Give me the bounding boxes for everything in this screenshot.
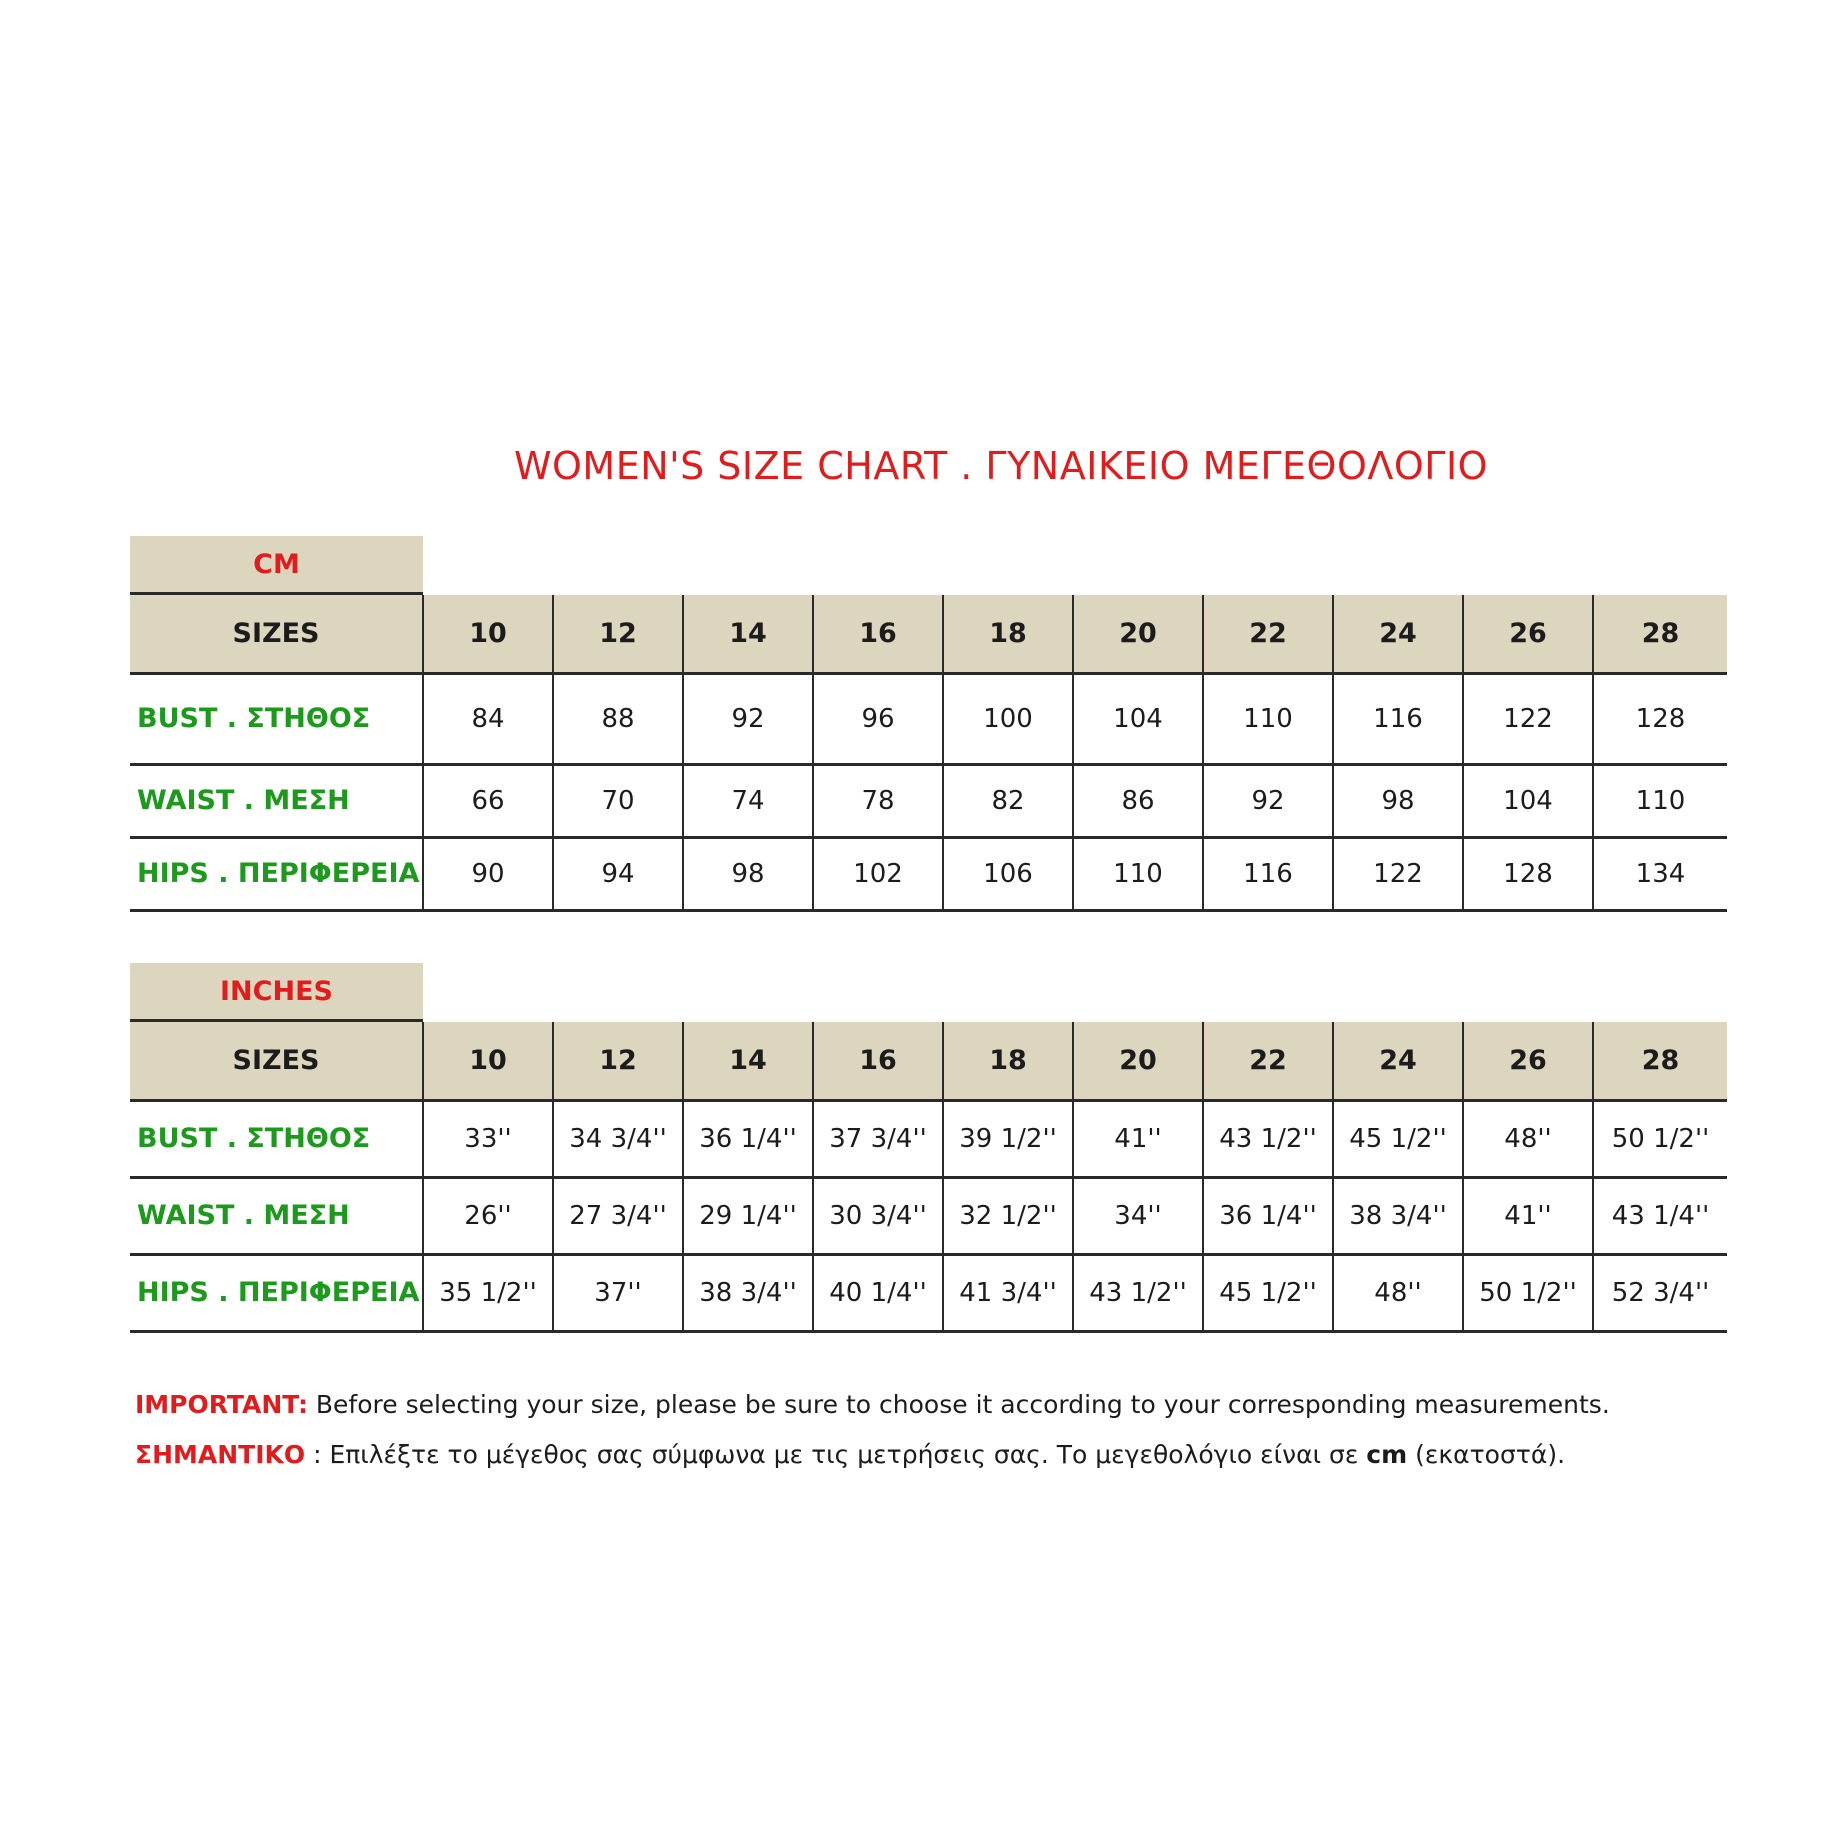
size-header-row [130,595,1727,673]
important-note-gr-text: : Επιλέξτε το μέγεθος σας σύμφωνα με τις μετρήσεις σας. Το μεγεθολόγιο είναι σε [305,1440,1367,1469]
measurement-value: 38 3/4'' [683,1254,813,1331]
measurement-value: 122 [1333,837,1463,910]
size-header-cell: 24 [1333,595,1463,673]
size-header-cell: 24 [1333,1022,1463,1100]
page-title: WOMEN'S SIZE CHART . ΓΥΝΑΙΚΕΙΟ ΜΕΓΕΘΟΛΟΓΙΟ [513,444,1489,488]
measurement-value: 84 [423,673,553,764]
size-header-cell: 22 [1203,595,1333,673]
measurement-value: 100 [943,673,1073,764]
inches-size-table [130,1022,1727,1333]
important-note-gr-unit: cm [1366,1440,1408,1469]
measurement-value: 92 [683,673,813,764]
important-note-en-lead: IMPORTANT: [135,1390,308,1419]
size-header-cell: 16 [813,595,943,673]
size-header-cell: 22 [1203,1022,1333,1100]
size-header-cell: 12 [553,1022,683,1100]
measurement-value: 104 [1073,673,1203,764]
size-header-cell: 14 [683,595,813,673]
measurement-label: BUST . ΣΤΗΘΟΣ [130,1100,423,1177]
measurement-value: 37'' [553,1254,683,1331]
measurement-value: 45 1/2'' [1203,1254,1333,1331]
size-header-cell: 26 [1463,595,1593,673]
measurement-value: 82 [943,764,1073,837]
measurement-row [130,1254,1727,1331]
measurement-value: 96 [813,673,943,764]
measurement-value: 94 [553,837,683,910]
measurement-value: 70 [553,764,683,837]
measurement-row [130,1177,1727,1254]
measurement-value: 43 1/2'' [1203,1100,1333,1177]
measurement-value: 106 [943,837,1073,910]
sizes-header-label: SIZES [130,595,423,673]
measurement-value: 41 3/4'' [943,1254,1073,1331]
cm-size-table [130,595,1727,912]
measurement-value: 134 [1593,837,1727,910]
measurement-value: 35 1/2'' [423,1254,553,1331]
size-header-cell: 26 [1463,1022,1593,1100]
size-header-cell: 10 [423,595,553,673]
measurement-value: 27 3/4'' [553,1177,683,1254]
measurement-value: 86 [1073,764,1203,837]
measurement-value: 41'' [1463,1177,1593,1254]
important-note-gr-lead: ΣΗΜΑΝΤΙΚΟ [135,1440,306,1469]
measurement-value: 41'' [1073,1100,1203,1177]
measurement-row [130,673,1727,764]
measurement-row [130,1100,1727,1177]
measurement-value: 29 1/4'' [683,1177,813,1254]
measurement-value: 40 1/4'' [813,1254,943,1331]
measurement-value: 122 [1463,673,1593,764]
measurement-value: 74 [683,764,813,837]
measurement-value: 30 3/4'' [813,1177,943,1254]
important-note-gr [135,1438,1565,1472]
measurement-label: HIPS . ΠΕΡΙΦΕΡΕΙΑ [130,837,423,910]
measurement-value: 37 3/4'' [813,1100,943,1177]
measurement-value: 90 [423,837,553,910]
measurement-value: 36 1/4'' [1203,1177,1333,1254]
measurement-value: 33'' [423,1100,553,1177]
size-header-cell: 28 [1593,1022,1727,1100]
measurement-value: 36 1/4'' [683,1100,813,1177]
measurement-value: 34'' [1073,1177,1203,1254]
measurement-value: 110 [1593,764,1727,837]
measurement-value: 50 1/2'' [1463,1254,1593,1331]
measurement-label: BUST . ΣΤΗΘΟΣ [130,673,423,764]
inches-unit-label: INCHES [130,963,423,1022]
measurement-value: 43 1/4'' [1593,1177,1727,1254]
measurement-value: 128 [1593,673,1727,764]
measurement-value: 116 [1333,673,1463,764]
measurement-value: 38 3/4'' [1333,1177,1463,1254]
sizes-header-label: SIZES [130,1022,423,1100]
measurement-value: 104 [1463,764,1593,837]
measurement-value: 116 [1203,837,1333,910]
size-header-cell: 20 [1073,595,1203,673]
size-header-cell: 18 [943,1022,1073,1100]
measurement-row [130,837,1727,910]
measurement-row [130,764,1727,837]
measurement-value: 26'' [423,1177,553,1254]
size-header-cell: 12 [553,595,683,673]
measurement-value: 78 [813,764,943,837]
measurement-value: 43 1/2'' [1073,1254,1203,1331]
important-note-en [135,1388,1610,1422]
size-header-cell: 16 [813,1022,943,1100]
size-header-cell: 18 [943,595,1073,673]
cm-unit-label: CM [130,536,423,595]
measurement-label: WAIST . ΜΕΣΗ [130,1177,423,1254]
measurement-value: 52 3/4'' [1593,1254,1727,1331]
measurement-value: 66 [423,764,553,837]
size-header-cell: 14 [683,1022,813,1100]
measurement-value: 45 1/2'' [1333,1100,1463,1177]
measurement-label: WAIST . ΜΕΣΗ [130,764,423,837]
measurement-value: 98 [683,837,813,910]
measurement-value: 128 [1463,837,1593,910]
important-note-en-text: Before selecting your size, please be sure to choose it according to your corresponding measurements. [307,1390,1610,1419]
measurement-value: 48'' [1333,1254,1463,1331]
measurement-value: 98 [1333,764,1463,837]
measurement-value: 88 [553,673,683,764]
measurement-label: HIPS . ΠΕΡΙΦΕΡΕΙΑ [130,1254,423,1331]
measurement-value: 32 1/2'' [943,1177,1073,1254]
size-header-cell: 20 [1073,1022,1203,1100]
measurement-value: 50 1/2'' [1593,1100,1727,1177]
measurement-value: 39 1/2'' [943,1100,1073,1177]
size-header-cell: 10 [423,1022,553,1100]
measurement-value: 34 3/4'' [553,1100,683,1177]
measurement-value: 102 [813,837,943,910]
important-note-gr-text-end: (εκατοστά). [1407,1440,1566,1469]
measurement-value: 110 [1073,837,1203,910]
measurement-value: 92 [1203,764,1333,837]
measurement-value: 48'' [1463,1100,1593,1177]
measurement-value: 110 [1203,673,1333,764]
size-header-cell: 28 [1593,595,1727,673]
size-header-row [130,1022,1727,1100]
